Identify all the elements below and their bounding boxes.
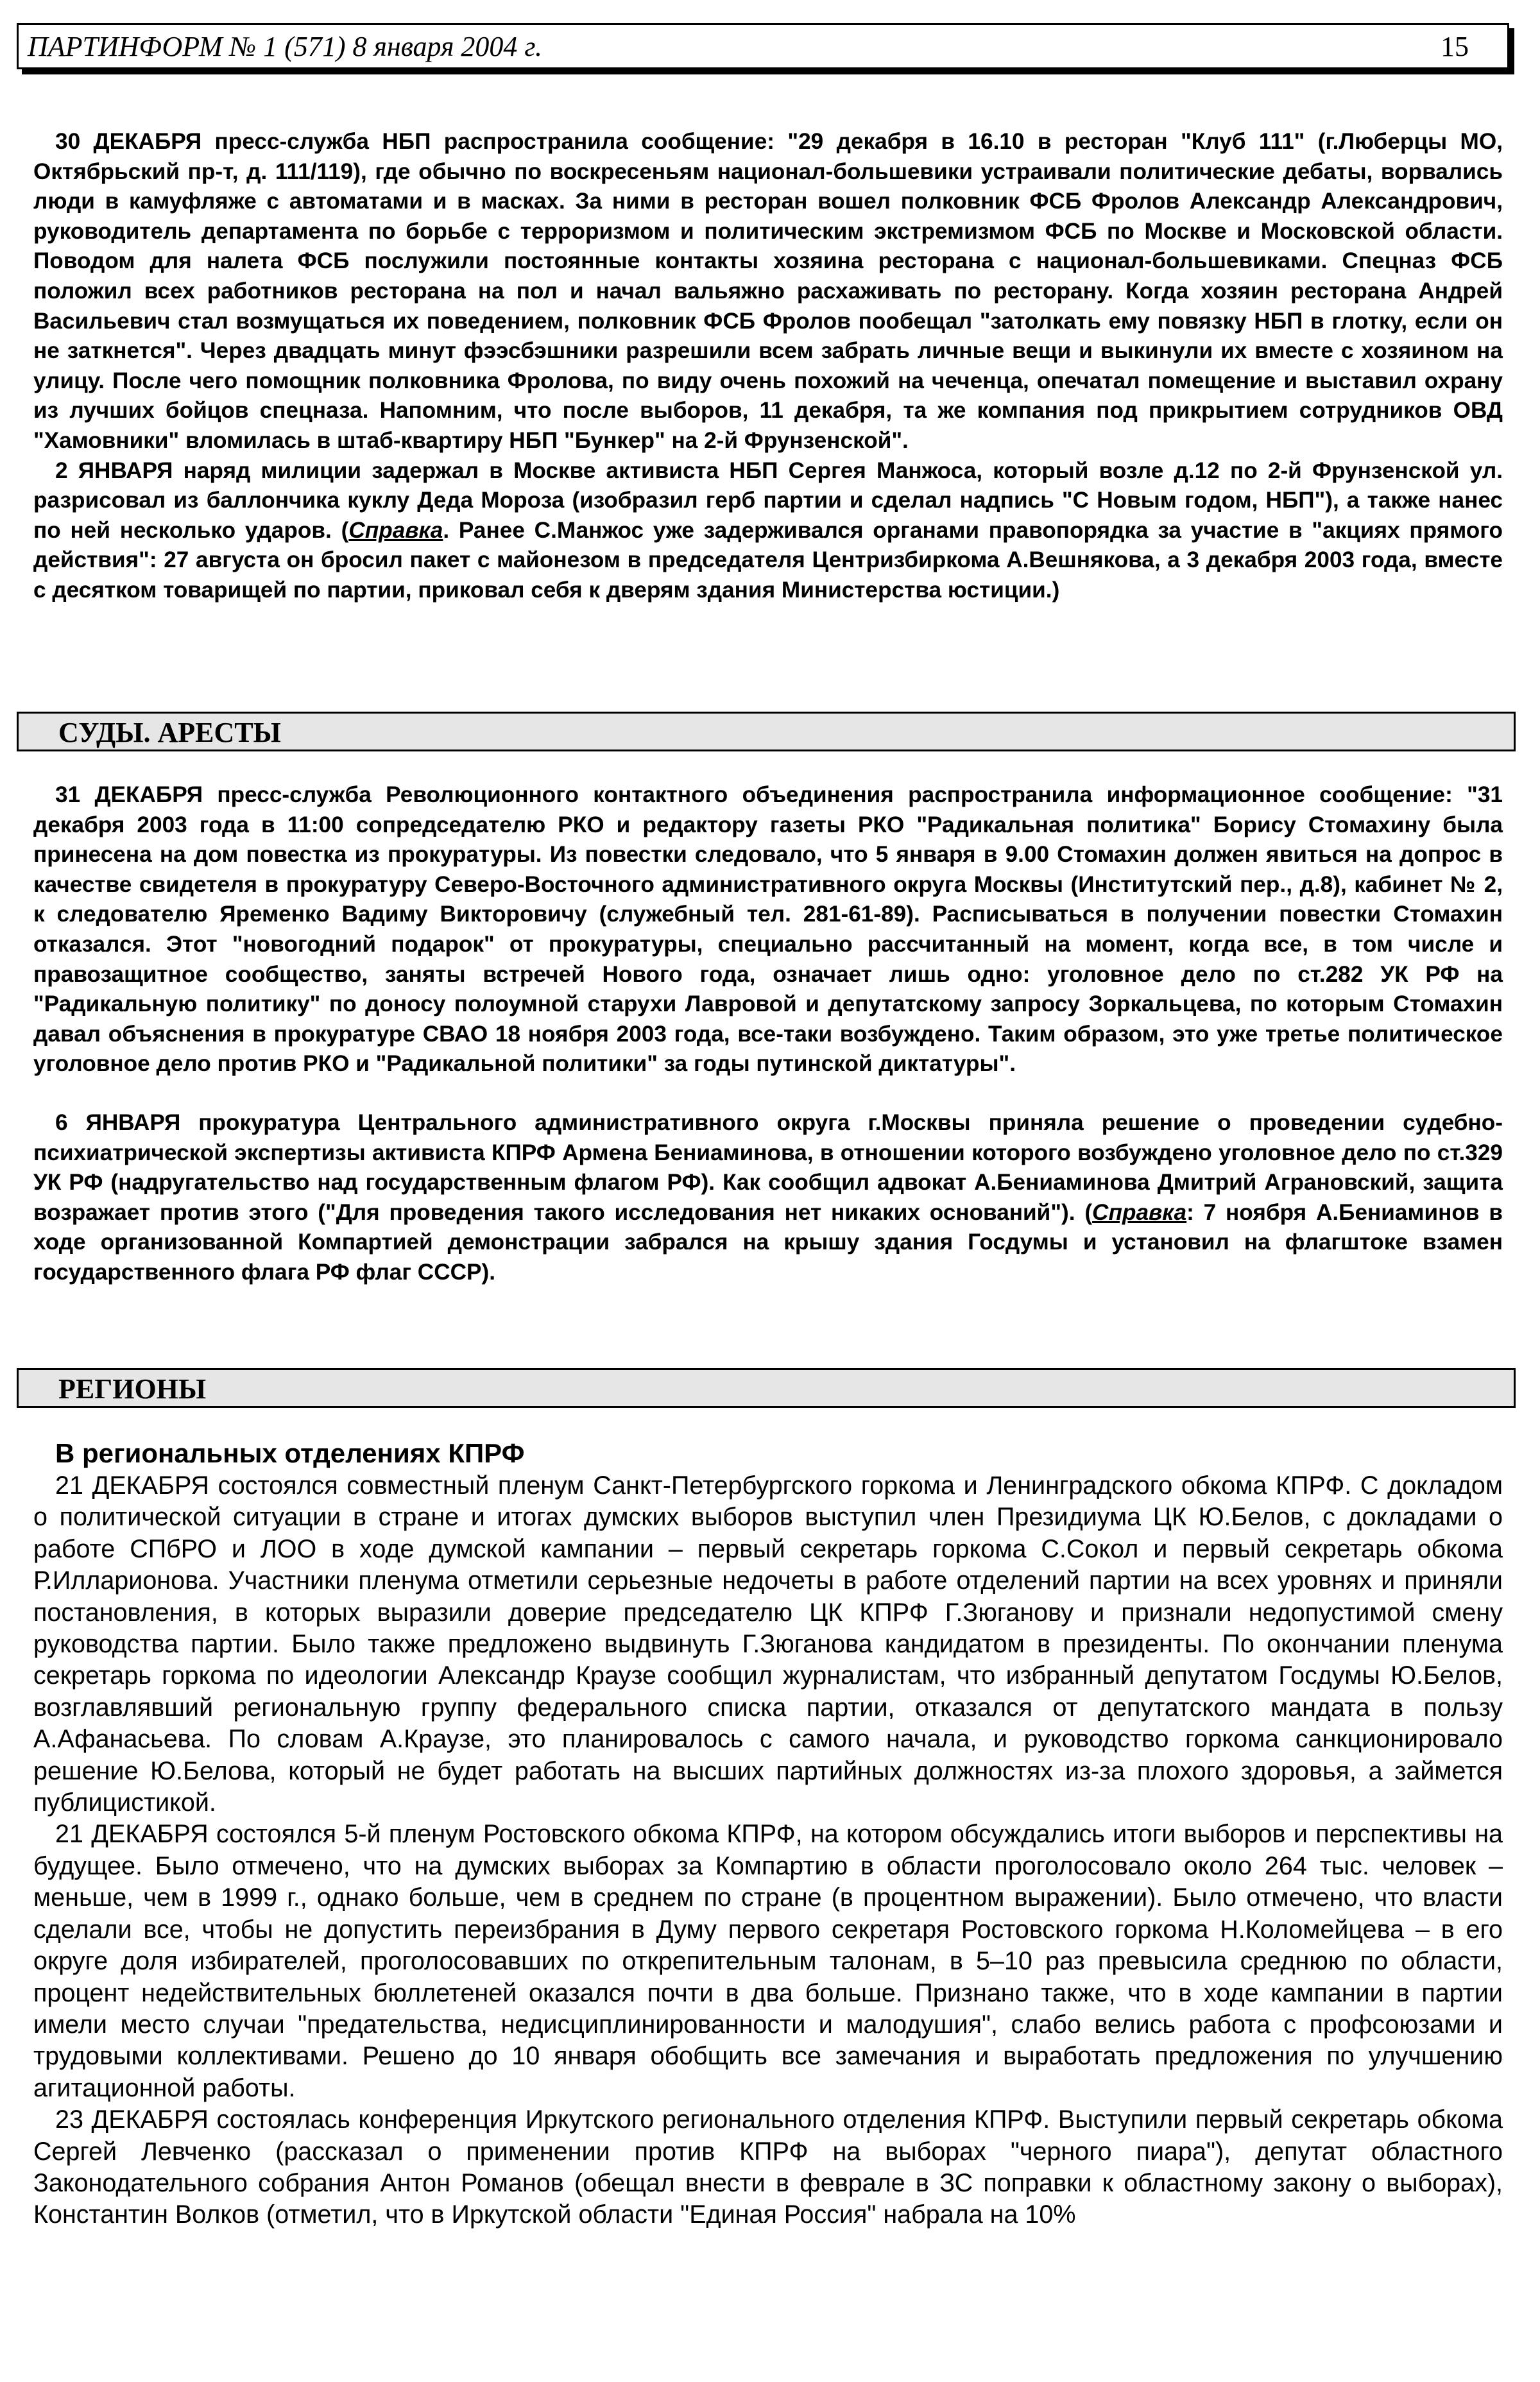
- page-header: [17, 23, 1509, 69]
- section-title: СУДЫ. АРЕСТЫ: [58, 717, 281, 748]
- paragraph-dec31: 31 ДЕКАБРЯ пресс-служба Революционного контактного объединения распространила информационное сообщение: "31 декабря 2003 года в 11:00 сопредседателю РКО и редактору газеты РКО "Радикальная политика" Борису Стомахину была принесена на дом повестка из прокуратуры. Из повестки следовало, что 5 января в 9.00 Стомахин должен явиться на допрос в качестве свидетеля в прокуратуру Северо-Восточного административного округа Москвы (Институтский пер., д.8), кабинет № 2, к следователю Яременко Вадиму Викторовичу (служебный тел. 281-61-89). Расписываться в получении повестки Стомахин отказался. Этот "новогодний подарок" от прокуратуры, специально рассчитанный на момент, когда все, в том числе и правозащитное сообщество, заняты встречей Нового года, означает лишь одно: уголовное дело по ст.282 УК РФ на "Радикальную политику" по доносу полоумной старухи Лавровой и депутатскому запросу Зоркальцева, по которым Стомахин давал объяснения в прокуратуре СВАО 18 ноября 2003 года, все-таки возбуждено. Таким образом, это уже третье политическое уголовное дело против РКО и "Радикальной политики" за годы путинской диктатуры".: [33, 782, 1503, 1077]
- news-block-nbp: [33, 127, 1503, 606]
- news-block-regions: [33, 1470, 1503, 2231]
- paragraph-text: 6 ЯНВАРЯ прокуратура Центрального административного округа г.Москвы приняла решение о проведении судебно-психиатрической экспертизы активиста КПРФ Армена Бениаминова, в отношении которого возбуждено уголовное дело по ст.329 УК РФ (надругательство над государственным флагом РФ). Как сообщил адвокат А.Бениаминова Дмитрий Аграновский, защита возражает против этого ("Для проведения такого исследования нет никаких оснований"). (: [33, 1110, 1503, 1225]
- reference-link[interactable]: Справка: [348, 517, 443, 543]
- page-number: 15: [1441, 31, 1469, 62]
- paragraph-irkutsk: 23 ДЕКАБРЯ состоялась конференция Иркутского регионального отделения КПРФ. Выступили первый секретарь обкома Сергей Левченко (рассказал о применении против КПРФ на выборах "черного пиара"), депутат областного Законодательного собрания Антон Романов (обещал внести в феврале в ЗС поправки к областному закону о выборах), Константин Волков (отметил, что в Иркутской области "Единая Россия" набрала на 10%: [33, 2105, 1503, 2229]
- paragraph-rostov: 21 ДЕКАБРЯ состоялся 5-й пленум Ростовского обкома КПРФ, на котором обсуждались итоги выборов и перспективы на будущее. Было отмечено, что на думских выборах за Компартию в области проголосовало около 264 тыс. человек – меньше, чем в 1999 г., однако больше, чем в среднем по стране (в процентном выражении). Было отмечено, что власти сделали все, чтобы не допустить переизбрания в Думу первого секретаря Ростовского горкома Н.Коломейцева – в его округе доля избирателей, проголосовавших по открепительным талонам, в 5–10 раз превысила среднюю по области, процент недействительных бюллетеней оказался почти в два больше. Признано также, что в ходе кампании в партии имели место случаи "предательства, недисциплинированности и малодушия", слабо велись работа с профсоюзами и трудовыми коллективами. Решено до 10 января обобщить все замечания и выработать предложения по улучшению агитационной работы.: [33, 1820, 1503, 2102]
- paragraph-text: 2 ЯНВАРЯ наряд милиции задержал в Москве активиста НБП Сергея Манжоса, который возле д.12 по 2-й Фрунзенской ул. разрисовал из баллончика куклу Деда Мороза (изобразил герб партии и сделал надпись "С Новым годом, НБП"), а также нанес по ней несколько ударов. (: [33, 458, 1503, 543]
- paragraph-jan2: [33, 456, 1503, 606]
- paragraph-jan6: [33, 1108, 1503, 1288]
- section-header-regions: [17, 1368, 1516, 1408]
- publication-title: ПАРТИНФОРМ № 1 (571) 8 января 2004 г.: [28, 31, 543, 62]
- section-header-courts: [17, 712, 1516, 751]
- section-title: РЕГИОНЫ: [58, 1373, 207, 1405]
- reference-link[interactable]: Справка: [1092, 1199, 1187, 1225]
- subsection-heading: В региональных отделениях КПРФ: [55, 1438, 525, 1468]
- news-block-courts: [33, 780, 1503, 1288]
- paragraph-text: : 7 ноября А.Бениаминов в ходе организованной Компартией демонстрации забрался на крышу здания Госдумы и установил на флагштоке взамен государственного флага РФ флаг СССР).: [33, 1199, 1503, 1285]
- paragraph-dec30: 30 ДЕКАБРЯ пресс-служба НБП распространила сообщение: "29 декабря в 16.10 в ресторан "Клуб 111" (г.Люберцы МО, Октябрьский пр-т, д. 111/119), где обычно по воскресеньям национал-большевики устраивали политические дебаты, ворвались люди в камуфляже с автоматами и в масках. За ними в ресторан вошел полковник ФСБ Фролов Александр Александрович, руководитель департамента по борьбе с терроризмом и политическим экстремизмом ФСБ по Москве и Московской области. Поводом для налета ФСБ послужили постоянные контакты хозяина ресторана с национал-большевиками. Спецназ ФСБ положил всех работников ресторана на пол и начал вальяжно расхаживать по ресторану. Когда хозяин ресторана Андрей Васильевич стал возмущаться их поведением, полковник ФСБ Фролов пообещал "затолкать ему повязку НБП в глотку, если он не заткнется". Через двадцать минут фээсбэшники разрешили всем забрать личные вещи и выкинули их вместе с хозяином на улицу. После чего помощник полковника Фролова, по виду очень похожий на чеченца, опечатал помещение и выставил охрану из лучших бойцов спецназа. Напомним, что после выборов, 11 декабря, та же компания под прикрытием сотрудников ОВД "Хамовники" вломилась в штаб-квартиру НБП "Бункер" на 2-й Фрунзенской".: [33, 129, 1503, 453]
- paragraph-text: . Ранее С.Манжос уже задерживался органами правопорядка за участие в "акциях прямого действия": 27 августа он бросил пакет с майонезом в председателя Центризбиркома А.Вешнякова, а 3 декабря 2003 года, вместе с десятком товарищей по партии, приковал себя к дверям здания Министерства юстиции.): [33, 517, 1503, 603]
- paragraph-spb: 21 ДЕКАБРЯ состоялся совместный пленум Санкт-Петербургского горкома и Ленинградского обкома КПРФ. С докладом о политической ситуации в стране и итогах думских выборов выступил член Президиума ЦК Ю.Белов, с докладами о работе СПбРО и ЛОО в ходе думской кампании – первый секретарь горкома С.Сокол и первый секретарь обкома Р.Илларионова. Участники пленума отметили серьезные недочеты в работе отделений партии на всех уровнях и приняли постановления, в которых выразили доверие председателю ЦК КПРФ Г.Зюганову и признали недопустимой смену руководства партии. Было также предложено выдвинуть Г.Зюганова кандидатом в президенты. По окончании пленума секретарь горкома по идеологии Александр Краузе сообщил журналистам, что избранный депутатом Госдумы Ю.Белов, возглавлявший региональную группу федерального списка партии, отказался от депутатского мандата в пользу А.Афанасьева. По словам А.Краузе, это планировалось с самого начала, и руководство горкома санкционировало решение Ю.Белова, который не будет работать на высших партийных должностях из-за плохого здоровья, а займется публицистикой.: [33, 1471, 1503, 1817]
